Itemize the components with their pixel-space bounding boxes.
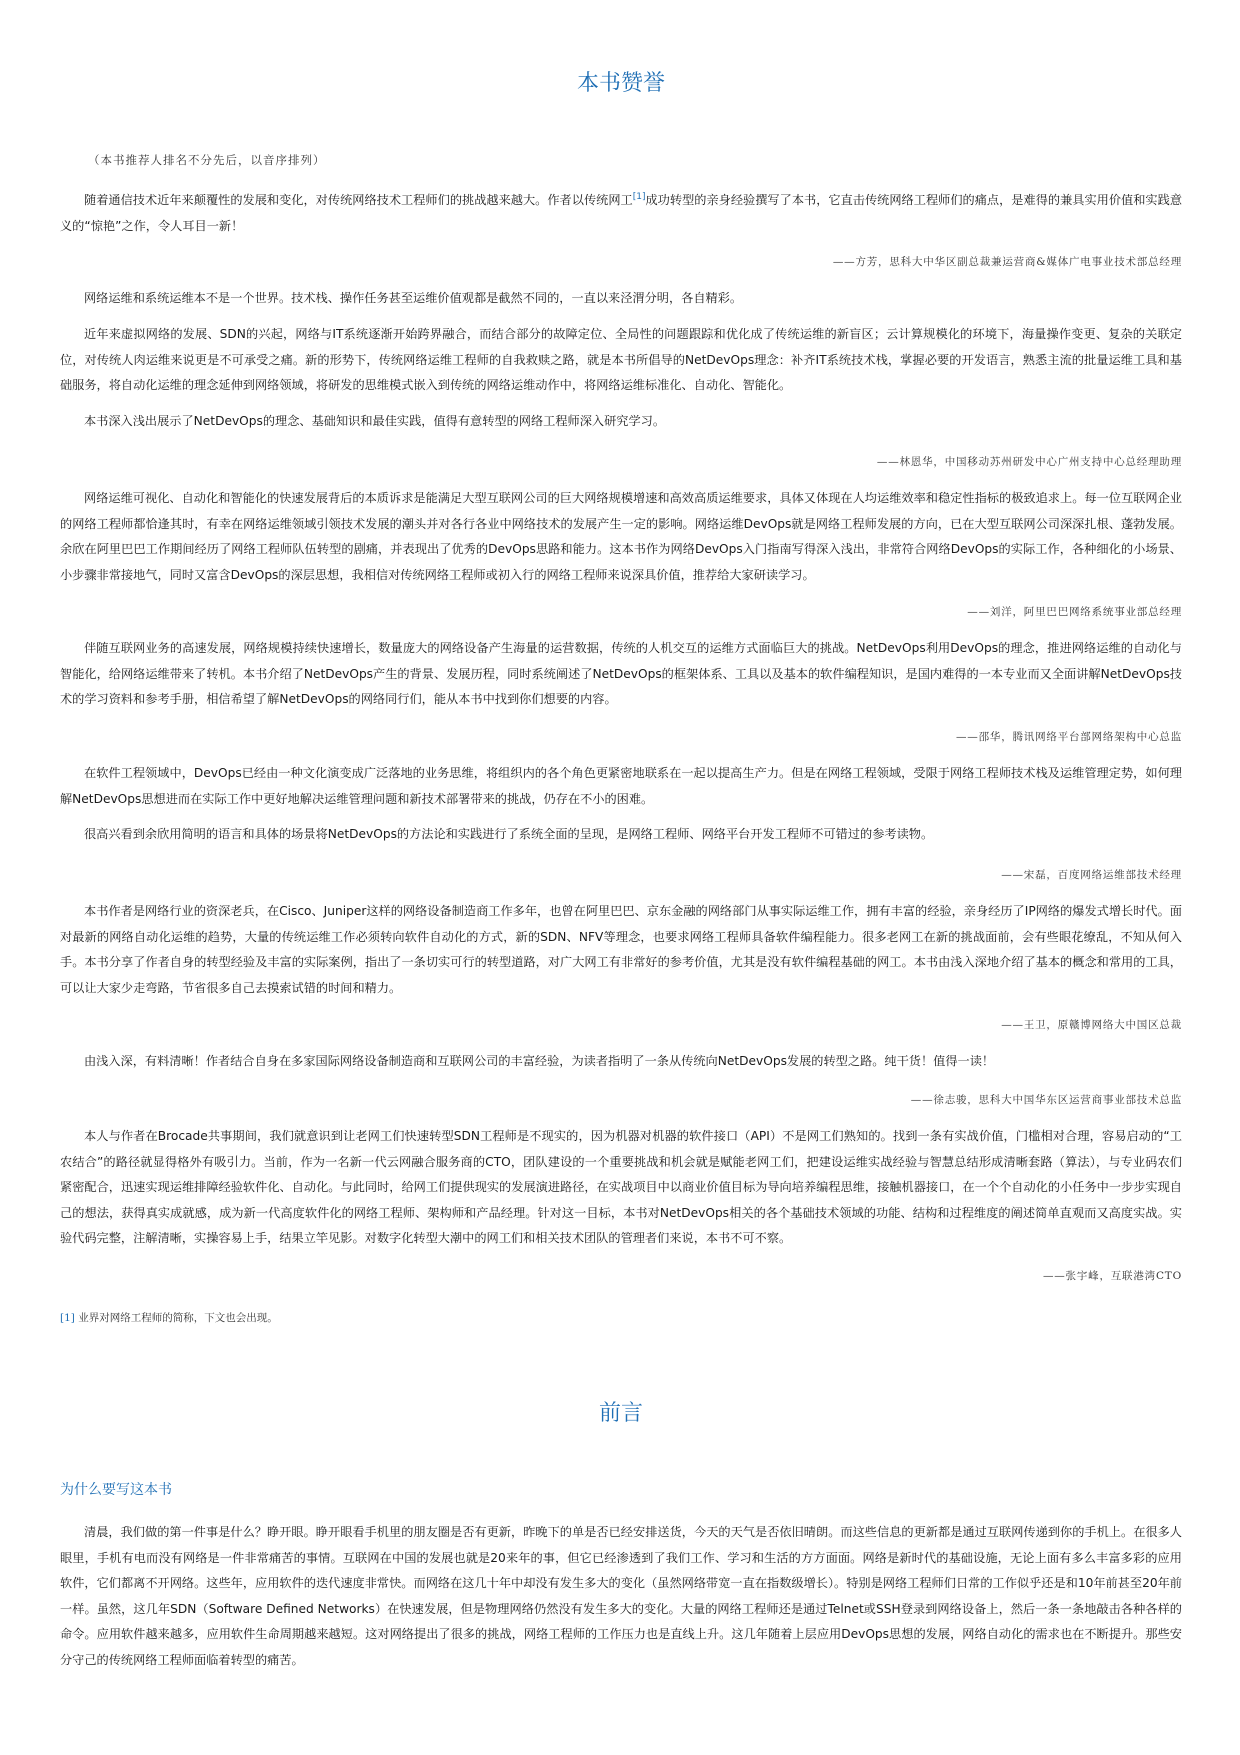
- signature-8: ——张宇峰，互联港湾CTO: [1042, 1270, 1182, 1282]
- footnote: [60, 1310, 278, 1325]
- praise-paragraph-3: 近年来虚拟网络的发展、SDN的兴起，网络与IT系统逐渐开始跨界融合，而结合部分的故障定位、全局性的问题跟踪和优化成了传统运维的新盲区；云计算规模化的环境下，海量操作变更、复杂的关联定位，对传统人肉运维来说更是不可承受之痛。新的形势下，传统网络运维工程师的自我救赎之路，就是本书所倡导的NetDevOps理念：补齐IT系统技术栈，掌握必要的开发语言，熟悉主流的批量运维工具和基础服务，将自动化运维的理念延伸到网络领域，将研发的思维模式嵌入到传统的网络运维动作中，将网络运维标准化、自动化、智能化。: [60, 327, 1182, 392]
- signature-6: ——王卫，原赣博网络大中国区总裁: [1001, 1019, 1182, 1031]
- section-heading: 为什么要写这本书: [60, 1482, 172, 1498]
- praise-paragraph-9: 本书作者是网络行业的资深老兵，在Cisco、Juniper这样的网络设备制造商工作多年，也曾在阿里巴巴、京东金融的网络部门从事实际运维工作，拥有丰富的经验，亲身经历了IP网络的爆发式增长时代。面对最新的网络自动化运维的趋势，大量的传统运维工作必须转向软件自动化的方式，新的SDN、NFV等理念，也要求网络工程师具备软件编程能力。很多老网工在新的挑战面前，会有些眼花缭乱，不知从何入手。本书分享了作者自身的转型经验及丰富的实际案例，指出了一条切实可行的转型道路，对广大网工有非常好的参考价值，尤其是没有软件编程基础的网工。本书由浅入深地介绍了基本的概念和常用的工具，可以让大家少走弯路，节省很多自己去摸索试错的时间和精力。: [60, 904, 1182, 995]
- praise-paragraph-4: 本书深入浅出展示了NetDevOps的理念、基础知识和最佳实践，值得有意转型的网络工程师深入研究学习。: [84, 414, 666, 428]
- praise-paragraph-5: 网络运维可视化、自动化和智能化的快速发展背后的本质诉求是能满足大型互联网公司的巨大网络规模增速和高效高质运维要求，具体又体现在人均运维效率和稳定性指标的极致追求上。每一位互联网企业的网络工程师都恰逢其时，有幸在网络运维领域引领技术发展的潮头并对各行各业中网络技术的发展产生一定的影响。网络运维DevOps就是网络工程师发展的方向，已在大型互联网公司深深扎根、蓬勃发展。余欣在阿里巴巴工作期间经历了网络工程师队伍转型的剧痛，并表现出了优秀的DevOps思路和能力。这本书作为网络DevOps入门指南写得深入浅出，非常符合网络DevOps的实际工作，各种细化的小场景、小步骤非常接地气，同时又富含DevOps的深层思想，我相信对传统网络工程师或初入行的网络工程师来说深具价值，推荐给大家研读学习。: [60, 491, 1182, 582]
- footnote-mark[interactable]: [1]: [60, 1312, 75, 1324]
- praise-paragraph-2: 网络运维和系统运维本不是一个世界。技术栈、操作任务甚至运维价值观都是截然不同的，一直以来泾渭分明，各自精彩。: [84, 291, 743, 305]
- preface-paragraph-1: 清晨，我们做的第一件事是什么？睁开眼。睁开眼看手机里的朋友圈是否有更新，昨晚下的单是否已经安排送货，今天的天气是否依旧晴朗。而这些信息的更新都是通过互联网传递到你的手机上。在很多人眼里，手机有电而没有网络是一件非常痛苦的事情。互联网在中国的发展也就是20来年的事，但它已经渗透到了我们工作、学习和生活的方方面面。网络是新时代的基础设施，无论上面有多么丰富多彩的应用软件，它们都离不开网络。这些年，应用软件的迭代速度非常快。而网络在这几十年中却没有发生多大的变化（虽然网络带宽一直在指数级增长）。特别是网络工程师们日常的工作似乎还是和10年前甚至20年前一样。虽然，这几年SDN（Software Defined Networks）在快速发展，但是物理网络仍然没有发生多大的变化。大量的网络工程师还是通过Telnet或SSH登录到网络设备上，然后一条一条地敲击各种各样的命令。应用软件越来越多，应用软件生命周期越来越短。这对网络提出了很多的挑战，网络工程师的工作压力也是直线上升。这几年随着上层应用DevOps思想的发展，网络自动化的需求也在不断提升。那些安分守己的传统网络工程师面临着转型的痛苦。: [60, 1525, 1182, 1667]
- praise-title: 本书赞誉: [576, 71, 665, 96]
- signature-2: ——林恩华，中国移动苏州研发中心广州支持中心总经理助理: [876, 456, 1182, 468]
- praise-paragraph-6: 伴随互联网业务的高速发展，网络规模持续快速增长，数量庞大的网络设备产生海量的运营数据，传统的人机交互的运维方式面临巨大的挑战。NetDevOps利用DevOps的理念，推进网络运维的自动化与智能化，给网络运维带来了转机。本书介绍了NetDevOps产生的背景、发展历程，同时系统阐述了NetDevOps的框架体系、工具以及基本的软件编程知识，是国内难得的一本专业而又全面讲解NetDevOps技术的学习资料和参考手册，相信希望了解NetDevOps的网络同行们，能从本书中找到你们想要的内容。: [60, 641, 1182, 706]
- recommender-order-note: （本书推荐人排名不分先后，以音序排列）: [88, 153, 326, 167]
- signature-4: ——邵华，腾讯网络平台部网络架构中心总监: [956, 731, 1182, 743]
- signature-5: ——宋磊，百度网络运维部技术经理: [1001, 869, 1182, 881]
- praise-paragraph-1: 随着通信技术近年来颠覆性的发展和变化，对传统网络技术工程师们的挑战越来越大。作者以传统网工[1]成功转型的亲身经验撰写了本书，它直击传统网络工程师们的痛点，是难得的兼具实用价值和实践意义的“惊艳”之作，令人耳目一新！: [60, 191, 1183, 233]
- footnote-text: 业界对网络工程师的简称，下文也会出现。: [78, 1312, 278, 1324]
- praise-paragraph-8: 很高兴看到余欣用简明的语言和具体的场景将NetDevOps的方法论和实践进行了系统全面的呈现，是网络工程师、网络平台开发工程师不可错过的参考读物。: [84, 827, 934, 841]
- praise-paragraph-10: 由浅入深，有料清晰！作者结合自身在多家国际网络设备制造商和互联网公司的丰富经验，为读者指明了一条从传统向NetDevOps发展的转型之路。纯干货！值得一读！: [84, 1054, 995, 1068]
- praise-paragraph-11: 本人与作者在Brocade共事期间，我们就意识到让老网工们快速转型SDN工程师是不现实的，因为机器对机器的软件接口（API）不是网工们熟知的。找到一条有实战价值，门槛相对合理，容易启动的“工农结合”的路径就显得格外有吸引力。当前，作为一名新一代云网融合服务商的CTO，团队建设的一个重要挑战和机会就是赋能老网工们，把建设运维实战经验与智慧总结形成清晰套路（算法），与专业码农们紧密配合，迅速实现运维排障经验软件化、自动化。与此同时，给网工们提供现实的发展演进路径，在实战项目中以商业价值目标为导向培养编程思维，接触机器接口，在一个个自动化的小任务中一步步实现自己的想法，获得真实成就感，成为新一代高度软件化的网络工程师、架构师和产品经理。针对这一目标，本书对NetDevOps相关的各个基础技术领域的功能、结构和过程维度的阐述简单直观而又高度实战。实验代码完整，注解清晰，实操容易上手，结果立竿见影。对数字化转型大潮中的网工们和相关技术团队的管理者们来说，本书不可不察。: [60, 1129, 1182, 1245]
- signature-7: ——徐志骏，思科大中国华东区运营商事业部技术总监: [910, 1094, 1182, 1106]
- signature-1: ——方芳，思科大中华区副总裁兼运营商&媒体广电事业技术部总经理: [832, 256, 1182, 268]
- praise-paragraph-7: 在软件工程领域中，DevOps已经由一种文化演变成广泛落地的业务思维，将组织内的各个角色更紧密地联系在一起以提高生产力。但是在网络工程领域，受限于网络工程师技术栈及运维管理定势，如何理解NetDevOps思想进而在实际工作中更好地解决运维管理问题和新技术部署带来的挑战，仍存在不小的困难。: [60, 766, 1182, 806]
- signature-3: ——刘洋，阿里巴巴网络系统事业部总经理: [967, 606, 1182, 618]
- preface-title: 前言: [598, 1401, 643, 1426]
- footnote-reference[interactable]: [1]: [632, 191, 646, 202]
